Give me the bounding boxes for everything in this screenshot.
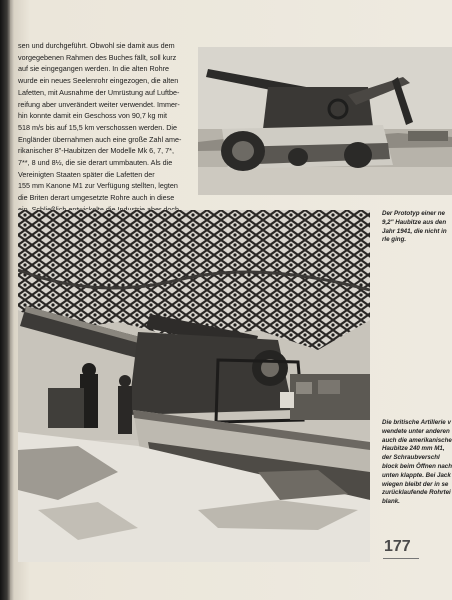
caption-line: Jahr 1941, die nicht in	[382, 227, 447, 235]
body-text-line: rikanischer 8"-Haubitzen der Modelle Mk 6, 7, 7*,	[18, 146, 174, 156]
book-spine	[0, 0, 10, 600]
caption-line: Haubitze 240 mm M1,	[382, 445, 445, 453]
caption-line: wiegen bleibt der in se	[382, 480, 449, 488]
caption-line: rle ging.	[382, 236, 407, 244]
caption-line: auch die amerikanische	[382, 436, 452, 444]
caption-line: Der Prototyp einer ne	[382, 210, 445, 217]
caption-line: zurücklaufende Rohrtei	[382, 489, 451, 497]
body-text-line: 518 m/s bis auf 15,5 km verschossen werden. Die	[18, 122, 177, 132]
body-text-line: sen und durchgeführt. Obwohl sie damit aus dem	[18, 41, 175, 50]
caption-line: blank.	[382, 498, 400, 506]
body-text-line: 155 mm Kanone M1 zur Verfügung stellten, legten	[18, 181, 178, 191]
body-text-line: vorgegebenen Rahmen des Buches fällt, soll kurz	[18, 52, 177, 62]
page-number-rule	[383, 558, 419, 559]
caption-line: 9,2" Haubitze aus den	[382, 218, 447, 226]
caption-line: unten klappte. Bei Jack	[382, 471, 451, 479]
body-text-line: hin konnte damit ein Geschoss von 90,7 kg mit	[18, 111, 168, 121]
caption-line: der Schraubverschl	[382, 454, 440, 462]
howitzer-camouflage-photo	[18, 210, 370, 562]
body-text-line: Engländer übernahmen auch eine große Zahl ame-	[18, 134, 182, 144]
caption-line: block beim Öffnen nach	[382, 462, 452, 470]
caption-line: Die britische Artillerie v	[382, 419, 451, 426]
body-text-line: die Briten derart umgesetzte Rohre auch in diese	[18, 193, 175, 203]
artillery-photo-caption	[382, 419, 452, 507]
caption-line: wendete unter anderen	[382, 427, 450, 435]
page-number: 177	[384, 538, 411, 555]
body-text-line: reifung aber unverändert weiter verwendet. Immer-	[18, 99, 180, 109]
body-text-line: Lafetten, mit Ausnahme der Umrüstung auf Luftbe-	[18, 87, 180, 97]
prototype-howitzer-photo	[198, 47, 452, 195]
body-text-line: auf sie eingegangen werden. In die alten Rohre	[18, 64, 170, 74]
body-text-line: Vereinigten Staaten später die Lafetten der	[18, 169, 155, 179]
body-text-line: wurde ein neues Seelenrohr eingezogen, die alten	[18, 76, 179, 86]
prototype-photo-caption	[382, 210, 452, 245]
body-text-column	[18, 40, 192, 216]
body-text-line: 7**, 8 und 8½, die sie derart ummbauten. Als die	[18, 158, 173, 168]
